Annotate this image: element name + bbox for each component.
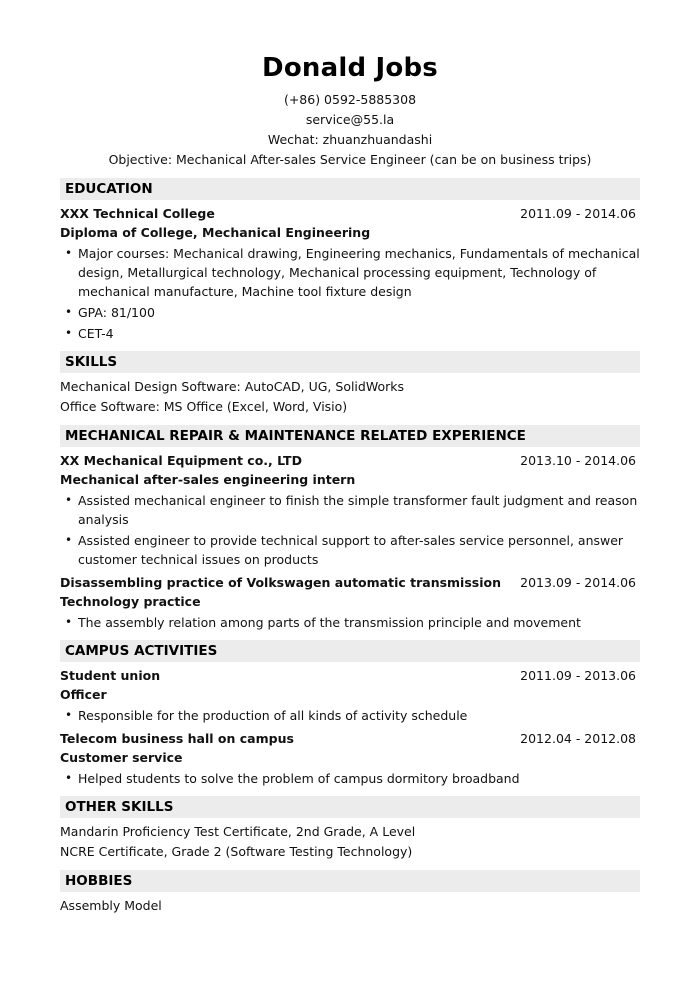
bullet-icon: • <box>65 708 73 722</box>
campus-activities-section <box>60 640 640 788</box>
section-heading: MECHANICAL REPAIR & MAINTENANCE RELATED EXPERIENCE <box>60 425 640 447</box>
bullet-list <box>60 706 640 725</box>
entry-role: Technology practice <box>60 594 201 609</box>
entry-organization: Telecom business hall on campus <box>60 731 294 746</box>
entry-date: 2012.04 - 2012.08 <box>520 731 636 746</box>
entry-organization: XXX Technical College <box>60 206 215 221</box>
bullet-list <box>60 769 640 788</box>
experience-entry <box>60 451 640 569</box>
bullet-icon: • <box>65 771 73 785</box>
list-item: • Assisted engineer to provide technical support to after-sales service personnel, answer customer technical issues on products <box>65 533 624 567</box>
section-heading: EDUCATION <box>60 178 640 200</box>
education-section <box>60 178 640 343</box>
bullet-icon: • <box>65 533 73 547</box>
resume-header <box>60 0 640 170</box>
certificate-line: NCRE Certificate, Grade 2 (Software Testing Technology) <box>60 844 413 859</box>
entry-organization: XX Mechanical Equipment co., LTD <box>60 453 302 468</box>
wechat-id: Wechat: zhuanzhuandashi <box>267 132 433 147</box>
experience-section <box>60 425 640 632</box>
bullet-list <box>60 613 640 632</box>
section-heading: OTHER SKILLS <box>60 796 640 818</box>
entry-date: 2013.09 - 2014.06 <box>520 575 636 590</box>
bullet-icon: • <box>65 246 73 260</box>
hobby-line: Assembly Model <box>60 898 162 913</box>
career-objective: Objective: Mechanical After-sales Service Engineer (can be on business trips) <box>108 152 592 167</box>
entry-role: Officer <box>60 687 107 702</box>
entry-date: 2013.10 - 2014.06 <box>520 453 636 468</box>
email-address: service@55.la <box>305 112 395 127</box>
entry-date: 2011.09 - 2014.06 <box>520 206 636 221</box>
skills-section <box>60 351 640 417</box>
list-item: • The assembly relation among parts of the transmission principle and movement <box>65 615 581 630</box>
section-heading: SKILLS <box>60 351 640 373</box>
bullet-list <box>60 244 640 343</box>
hobbies-section <box>60 870 640 916</box>
bullet-icon: • <box>65 305 73 319</box>
phone-number: (+86) 0592-5885308 <box>283 92 417 107</box>
entry-role: Diploma of College, Mechanical Engineering <box>60 225 371 240</box>
certificate-line: Mandarin Proficiency Test Certificate, 2nd Grade, A Level <box>60 824 416 839</box>
section-heading: CAMPUS ACTIVITIES <box>60 640 640 662</box>
entry-role: Mechanical after-sales engineering intern <box>60 472 356 487</box>
campus-entry <box>60 729 640 788</box>
skill-line: Office Software: MS Office (Excel, Word, Visio) <box>60 399 348 414</box>
list-item: • Responsible for the production of all kinds of activity schedule <box>65 708 468 723</box>
skill-line: Mechanical Design Software: AutoCAD, UG, SolidWorks <box>60 379 405 394</box>
entry-role: Customer service <box>60 750 183 765</box>
bullet-list <box>60 491 640 569</box>
experience-entry <box>60 573 640 632</box>
bullet-icon: • <box>65 493 73 507</box>
entry-organization: Student union <box>60 668 161 683</box>
candidate-name: Donald Jobs <box>262 53 438 83</box>
other-skills-section <box>60 796 640 862</box>
section-heading: HOBBIES <box>60 870 640 892</box>
campus-entry <box>60 666 640 725</box>
education-entry <box>60 204 640 343</box>
entry-date: 2011.09 - 2013.06 <box>520 668 636 683</box>
list-item: • CET-4 <box>65 326 114 341</box>
bullet-icon: • <box>65 326 73 340</box>
list-item: • GPA: 81/100 <box>65 305 155 320</box>
list-item: • Helped students to solve the problem of campus dormitory broadband <box>65 771 520 786</box>
bullet-icon: • <box>65 615 73 629</box>
list-item: • Assisted mechanical engineer to finish the simple transformer fault judgment and reason analysis <box>65 493 638 527</box>
list-item: • Major courses: Mechanical drawing, Engineering mechanics, Fundamentals of mechanical design, Metallurgical technology, Mechanical processing equipment, Technology of mechanical manufacture, Machine tool fixture design <box>65 246 640 299</box>
entry-organization: Disassembling practice of Volkswagen automatic transmission <box>60 575 501 590</box>
